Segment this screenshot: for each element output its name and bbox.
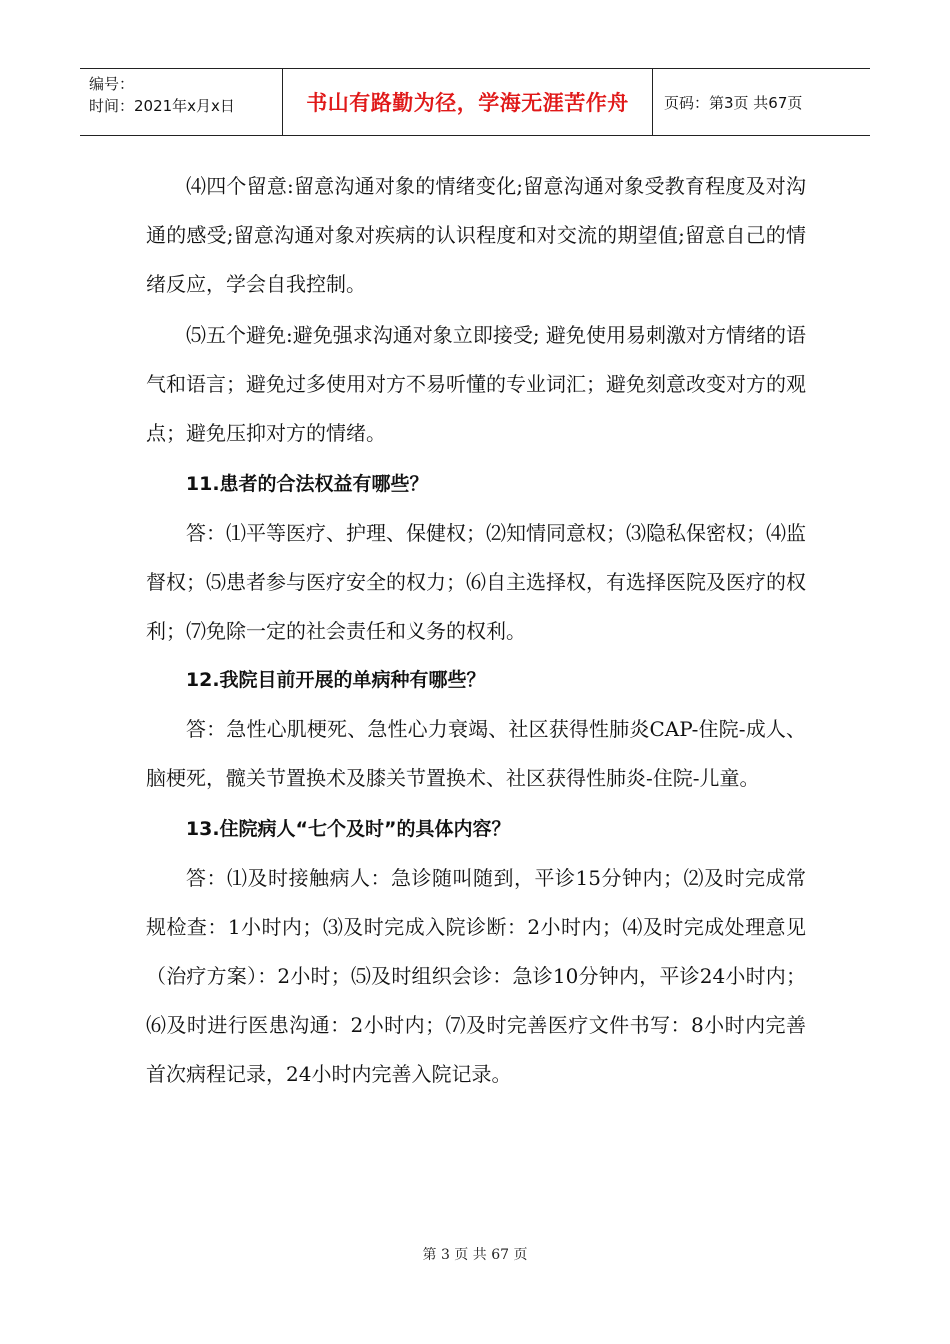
question-11: 11.患者的合法权益有哪些？ (185, 473, 429, 495)
doc-code-label: 编号： (89, 75, 135, 93)
paragraph-four-attentions: ⑷四个留意:留意沟通对象的情绪变化;留意沟通对象受教育程度及对沟通的感受;留意沟通对象对疾病的认识程度和对交流的期望值;留意自己的情绪反应，学会自我控制。 (146, 174, 806, 296)
header-motto-cell (283, 69, 653, 135)
answer-12: 答：急性心肌梗死、急性心力衰竭、社区获得性肺炎CAP-住院-成人、脑梗死，髋关节置换术及膝关节置换术、社区获得性肺炎-住院-儿童。 (146, 717, 806, 790)
question-12: 12.我院目前开展的单病种有哪些？ (185, 669, 486, 691)
answer-11: 答：⑴平等医疗、护理、保健权；⑵知情同意权；⑶隐私保密权；⑷监督权；⑸患者参与医疗安全的权力；⑹自主选择权，有选择医院及医疗的权利；⑺免除一定的社会责任和义务的权利。 (146, 521, 806, 643)
question-13: 13.住院病人“七个及时”的具体内容？ (185, 818, 511, 840)
header-page-info-cell (653, 69, 870, 135)
page-header (80, 68, 870, 136)
header-meta (80, 69, 283, 135)
header-page-info: 页码：第3页 共67页 (664, 93, 803, 112)
document-body (146, 162, 806, 1099)
doc-date-label: 时间：2021年x月x日 (89, 97, 235, 115)
page-footer: 第 3 页 共 67 页 (422, 1247, 528, 1263)
header-motto: 书山有路勤为径，学海无涯苦作舟 (306, 91, 629, 115)
paragraph-five-avoidances: ⑸五个避免:避免强求沟通对象立即接受; 避免使用易刺激对方情绪的语气和语言；避免过多使用对方不易听懂的专业词汇；避免刻意改变对方的观点；避免压抑对方的情绪。 (146, 323, 806, 445)
answer-13: 答：⑴及时接触病人：急诊随叫随到，平诊15分钟内；⑵及时完成常规检查：1小时内；⑶及时完成入院诊断：2小时内；⑷及时完成处理意见（治疗方案）：2小时；⑸及时组织会诊：急诊10分钟内，平诊24小时内；⑹及时进行医患沟通：2小时内；⑺及时完善医疗文件书写：8小时内完善首次病程记录，24小时内完善入院记录。 (146, 866, 806, 1086)
